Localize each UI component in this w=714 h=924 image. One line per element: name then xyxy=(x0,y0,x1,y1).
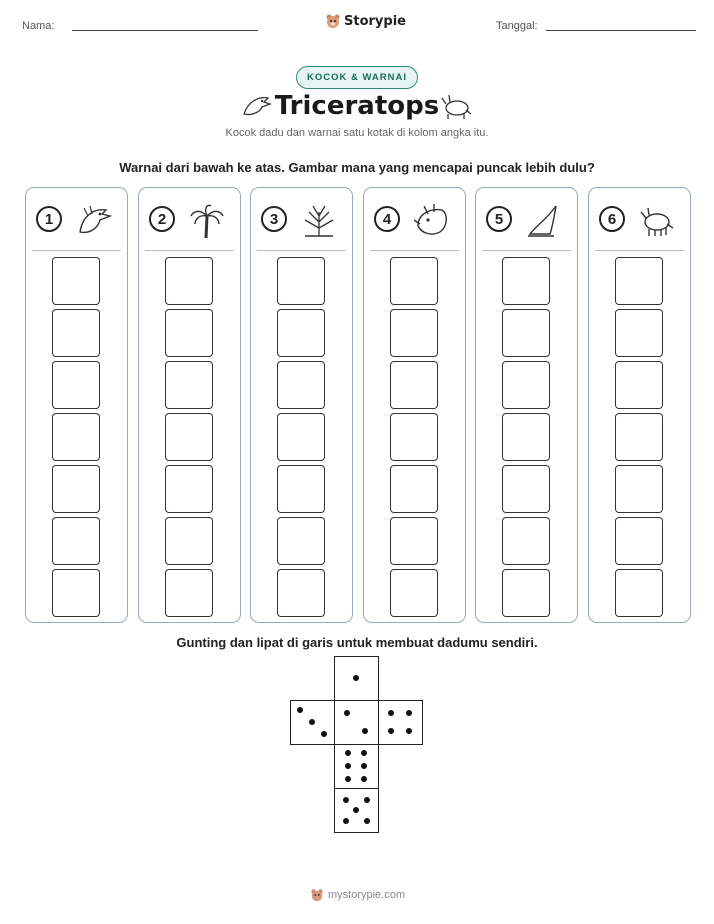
color-cell[interactable] xyxy=(390,309,438,357)
column-3 xyxy=(250,187,353,623)
column-number: 2 xyxy=(149,206,175,232)
column-number: 6 xyxy=(599,206,625,232)
color-cell[interactable] xyxy=(390,413,438,461)
date-line[interactable] xyxy=(546,21,696,31)
color-cell[interactable] xyxy=(615,413,663,461)
color-cell[interactable] xyxy=(502,309,550,357)
color-cell[interactable] xyxy=(502,361,550,409)
color-cell[interactable] xyxy=(165,465,213,513)
color-cell[interactable] xyxy=(390,569,438,617)
die-pip xyxy=(343,818,349,824)
triceratops-head-icon xyxy=(414,202,452,238)
triceratops-title-icon xyxy=(440,92,474,120)
color-cell[interactable] xyxy=(615,465,663,513)
color-cell[interactable] xyxy=(165,309,213,357)
die-pip xyxy=(343,797,349,803)
color-cell[interactable] xyxy=(165,569,213,617)
color-cell[interactable] xyxy=(165,517,213,565)
column-header xyxy=(36,202,118,238)
column-divider xyxy=(370,250,459,251)
die-pip xyxy=(406,728,412,734)
horn-icon xyxy=(526,202,564,238)
color-cell[interactable] xyxy=(52,257,100,305)
die-pip xyxy=(362,728,368,734)
color-cell[interactable] xyxy=(390,361,438,409)
color-cell[interactable] xyxy=(52,309,100,357)
die-pip xyxy=(345,763,351,769)
color-cell[interactable] xyxy=(277,465,325,513)
die-pip xyxy=(345,776,351,782)
color-cell[interactable] xyxy=(390,465,438,513)
die-face xyxy=(290,700,335,745)
column-divider xyxy=(145,250,234,251)
die-face xyxy=(334,656,379,701)
color-cell[interactable] xyxy=(165,361,213,409)
date-label: Tanggal: xyxy=(496,20,538,32)
color-cell[interactable] xyxy=(52,413,100,461)
die-pip xyxy=(364,797,370,803)
color-cell[interactable] xyxy=(390,257,438,305)
column-header xyxy=(599,202,681,238)
column-number: 4 xyxy=(374,206,400,232)
name-label: Nama: xyxy=(22,20,55,32)
name-field xyxy=(22,20,258,32)
color-cell[interactable] xyxy=(52,569,100,617)
color-cell[interactable] xyxy=(277,413,325,461)
column-4 xyxy=(363,187,466,623)
footer xyxy=(310,888,405,902)
color-cell[interactable] xyxy=(52,361,100,409)
die-pip xyxy=(406,710,412,716)
column-divider xyxy=(257,250,346,251)
column-header xyxy=(374,202,456,238)
color-cell[interactable] xyxy=(165,413,213,461)
color-cell[interactable] xyxy=(502,569,550,617)
die-face xyxy=(334,744,379,789)
color-cell[interactable] xyxy=(52,517,100,565)
bush-icon xyxy=(301,202,339,238)
page-title: Triceratops xyxy=(274,91,440,121)
die-face xyxy=(378,700,423,745)
column-divider xyxy=(32,250,121,251)
name-line[interactable] xyxy=(72,21,258,31)
color-cell[interactable] xyxy=(615,361,663,409)
color-cell[interactable] xyxy=(615,517,663,565)
die-pip xyxy=(353,807,359,813)
die-pip xyxy=(361,750,367,756)
color-cell[interactable] xyxy=(277,517,325,565)
column-1 xyxy=(25,187,128,623)
die-face xyxy=(334,788,379,833)
die-pip xyxy=(361,776,367,782)
storypie-logo xyxy=(325,13,406,29)
color-cell[interactable] xyxy=(502,517,550,565)
palm-tree-icon xyxy=(189,202,227,238)
die-pip xyxy=(388,710,394,716)
brand-name: Storypie xyxy=(344,13,406,29)
die-pip xyxy=(361,763,367,769)
column-header xyxy=(149,202,231,238)
column-2 xyxy=(138,187,241,623)
color-cell[interactable] xyxy=(502,413,550,461)
die-pip xyxy=(297,707,303,713)
column-divider xyxy=(595,250,684,251)
die-pip xyxy=(309,719,315,725)
color-cell[interactable] xyxy=(277,569,325,617)
color-cell[interactable] xyxy=(165,257,213,305)
die-pip xyxy=(388,728,394,734)
color-cell[interactable] xyxy=(502,465,550,513)
column-header xyxy=(261,202,343,238)
color-cell[interactable] xyxy=(277,257,325,305)
column-number: 5 xyxy=(486,206,512,232)
color-cell[interactable] xyxy=(277,361,325,409)
color-cell[interactable] xyxy=(502,257,550,305)
column-divider xyxy=(482,250,571,251)
column-5 xyxy=(475,187,578,623)
cut-instruction: Gunting dan lipat di garis untuk membuat dadumu sendiri. xyxy=(176,635,538,650)
coloring-instruction: Warnai dari bawah ke atas. Gambar mana yang mencapai puncak lebih dulu? xyxy=(119,160,595,175)
activity-badge: KOCOK & WARNAI xyxy=(296,66,418,89)
color-cell[interactable] xyxy=(277,309,325,357)
color-cell[interactable] xyxy=(615,569,663,617)
die-pip xyxy=(353,675,359,681)
bear-icon xyxy=(325,13,341,29)
triceratops-icon xyxy=(639,202,677,238)
page-subtitle: Kocok dadu dan warnai satu kotak di kolom angka itu. xyxy=(225,127,489,139)
color-cell[interactable] xyxy=(615,309,663,357)
column-6 xyxy=(588,187,691,623)
color-cell[interactable] xyxy=(52,465,100,513)
die-pip xyxy=(364,818,370,824)
date-field xyxy=(496,20,696,32)
footer-url[interactable]: mystorypie.com xyxy=(328,889,406,901)
die-pip xyxy=(321,731,327,737)
color-cell[interactable] xyxy=(390,517,438,565)
color-cell[interactable] xyxy=(615,257,663,305)
bear-icon xyxy=(310,888,324,902)
column-number: 1 xyxy=(36,206,62,232)
die-pip xyxy=(344,710,350,716)
parrot-icon xyxy=(76,202,114,238)
column-number: 3 xyxy=(261,206,287,232)
column-header xyxy=(486,202,568,238)
die-face xyxy=(334,700,379,745)
die-pip xyxy=(345,750,351,756)
